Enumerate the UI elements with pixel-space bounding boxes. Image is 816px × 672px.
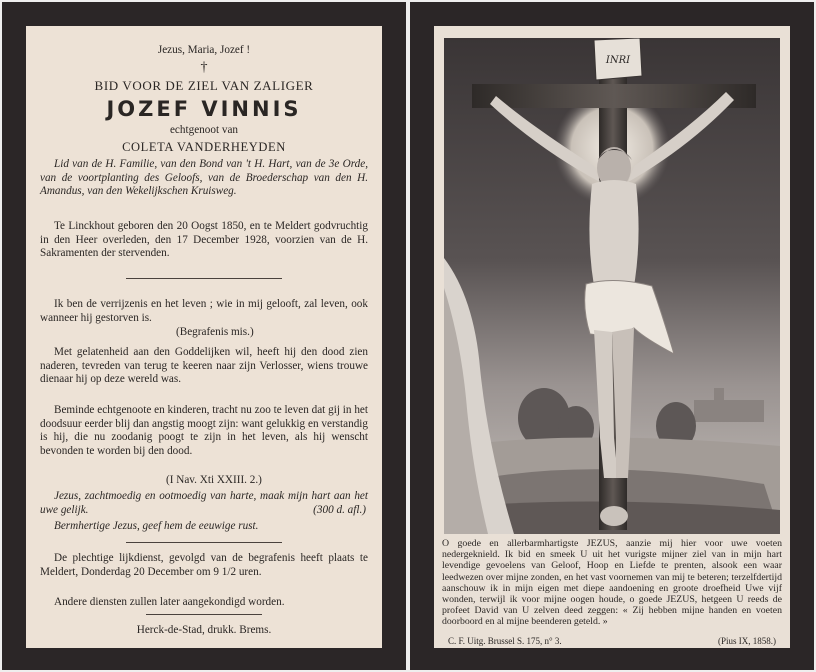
torso bbox=[589, 180, 638, 291]
other-services-notice: Andere diensten zullen later aangekondigd worden. bbox=[54, 596, 285, 608]
right-card bbox=[410, 2, 814, 670]
invocation-rest: Bermhertige Jezus, geef hem de eeuwige rust. bbox=[54, 520, 259, 532]
cross-symbol: † bbox=[200, 60, 208, 75]
titulus-sign bbox=[594, 38, 642, 80]
distant-town bbox=[694, 400, 764, 422]
prayer-text: O goede en allerbarmhartigste JEZUS, aanzie mij hier voor uwe voeten nedergeknield. Ik bid en smeek U uit het vurigste mijner ziel van in mijn hart levendige gevoelens van Geloof, Hoop en Liefde te prenten, alsook een waar leedwezen over mijne zonden, en het vast voornemen van mij te beteren; terzelfdertijd aanschouw ik in mijn eigen met diepe aandoening en groote droefheid Uwe vijf wonden, terwijl ik voor mijne oogen houde, o goede JEZUS, hetgeen U reeds de profeet David van U zelven deed zeggen: « Zij hebben mijne handen en voeten doorboord en al mijne beenderen geteld. » bbox=[442, 538, 782, 628]
invocation: Jezus, Maria, Jozef ! bbox=[157, 44, 251, 56]
picture-footer bbox=[448, 636, 776, 646]
quote-resurrection: Ik ben de verrijzenis en het leven ; wie in mij gelooft, zal leven, ook wanneer hij gestorven is. bbox=[40, 298, 368, 324]
memberships: Lid van de H. Familie, van den Bond van 't H. Hart, van de 3e Orde, van de voortplanting des Geloofs, van de Broederschap van den H. Amandus, van den Wekelijkschen Kruisweg. bbox=[40, 158, 368, 197]
funeral-notice: De plechtige lijkdienst, gevolgd van de begrafenis heeft plaats te Meldert, Donderdag 20 December om 9 1/2 uren. bbox=[40, 552, 368, 578]
skull bbox=[600, 506, 628, 526]
prayer-line: BID VOOR DE ZIEL VAN ZALIGER bbox=[94, 78, 314, 93]
crucifixion-illustration bbox=[444, 38, 780, 534]
left-card bbox=[2, 2, 406, 670]
publisher-imprint: C. F. Uitg. Brussel S. 175, n° 3. bbox=[448, 636, 562, 646]
paragraph-family: Beminde echtgenoote en kinderen, tracht nu zoo te leven dat gij in het doodsuur eerder blij dan angstig moogt zijn: want gelukkig en verstandig is hij, die nu zoodanig poogt te zijn in het leven, als hij wenscht bevonden te worden bij den dood. bbox=[40, 404, 368, 457]
divider bbox=[126, 278, 282, 279]
indulgence-reference: (Pius IX, 1858.) bbox=[718, 636, 776, 646]
biography: Te Linckhout geboren den 20 Oogst 1850, en te Meldert godvruchtig in den Heer overleden, den 17 December 1928, voorzien van de H. Sakramenten der stervenden. bbox=[40, 220, 368, 259]
left-card-page bbox=[26, 26, 382, 648]
deceased-name: JOZEF VINNIS bbox=[106, 97, 302, 121]
crucifixion-picture bbox=[444, 38, 780, 534]
spouse-intro: echtgenoot van bbox=[169, 124, 239, 136]
divider bbox=[126, 542, 282, 543]
invocation-sacred-heart-indulgence: (300 d. afl.) bbox=[313, 504, 366, 516]
spouse-name: COLETA VANDERHEYDEN bbox=[122, 140, 286, 154]
paragraph-family-source: (I Nav. Xti XXIII. 2.) bbox=[166, 474, 262, 486]
paragraph-resignation: Met gelatenheid aan den Goddelijken wil, heeft hij den dood zien naderen, tevreden van terug te keeren naar zijn Verlosser, wiens trouwe dienaar hij op deze wereld was. bbox=[40, 346, 368, 385]
invocation-sacred-heart: Jezus, zachtmoedig en ootmoedig van harte, maak mijn hart aan het uwe gelijk. bbox=[40, 490, 368, 516]
quote-resurrection-source: (Begrafenis mis.) bbox=[176, 326, 254, 338]
printer-imprint: Herck-de-Stad, drukk. Brems. bbox=[136, 624, 272, 636]
titulus-text: INRI bbox=[605, 55, 631, 66]
right-card-page bbox=[434, 26, 790, 648]
divider bbox=[146, 614, 262, 615]
